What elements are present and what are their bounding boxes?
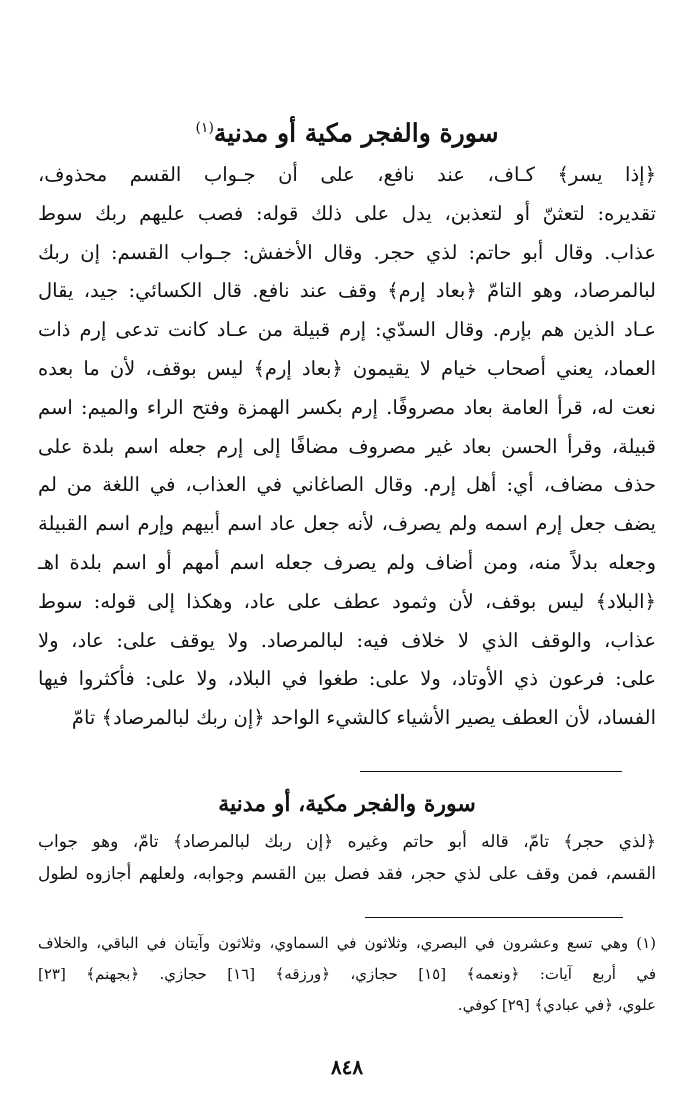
footnotes [38, 928, 656, 1021]
main-line: حذف مضاف، أي: أهل إرم. وقال الصاغاني في العذاب، في اللغة من لم [38, 473, 656, 497]
subsection-title: سورة والفجر مكية، أو مدنية [218, 791, 476, 817]
footnote-line: في أربع آيات: ﴿ونعمه﴾ [١٥] حجازي، ﴿ورزقه﴾ [١٦] حجازي. ﴿بجهنم﴾ [٢٣] [38, 965, 656, 983]
chapter-title-text: سورة والفجر مكية أو مدنية [213, 118, 499, 148]
main-line: نعت له، قرأ العامة بعاد مصروفًا. إرم بكسر الهمزة وفتح الراء والميم: اسم [38, 395, 656, 419]
main-line: العماد، يعني أصحاب خيام لا يقيمون ﴿بعاد إرم﴾ ليس بوقف، لأن ما بعده [38, 356, 656, 380]
section-divider [360, 771, 622, 772]
subsection-line: القسم، فمن وقف على لذي حجر، فقد فصل بين القسم وجوابه، ولعلهم أجازوه لطول [38, 864, 656, 884]
footnote-reference: (١) [195, 120, 214, 136]
main-line: على: فرعون ذي الأوتاد، ولا على: طغوا في البلاد، ولا على: فأكثروا فيها [38, 667, 656, 691]
main-line: الفساد، لأن العطف يصير الأشياء كالشيء الواحد ﴿إن ربك لبالمرصاد﴾ تامّ [71, 706, 656, 730]
main-line: وجعله بدلاً منه، ومن أضاف ولم يصرف جعله اسم أمهم أو اسم بلدة اهـ [38, 550, 656, 574]
footnote-line: علوي، ﴿في عبادي﴾ [٢٩] كوفي. [457, 996, 656, 1014]
main-line: يضف جعل إرم اسمه ولم يصرف، لأنه جعل عاد اسم أبيهم وإرم اسم القبيلة [38, 512, 656, 536]
main-line: ﴿البلاد﴾ ليس بوقف، لأن وثمود عطف على عاد، وهكذا إلى قوله: سوط [38, 589, 656, 613]
page-number: ٨٤٨ [330, 1055, 364, 1079]
main-line: ﴿إذا يسر﴾ كـاف، عند نافع، على أن جـواب القسم محذوف، [38, 163, 656, 186]
chapter-title [0, 108, 694, 153]
main-text [38, 156, 656, 738]
subsection-line: ﴿لذي حجر﴾ تامّ، قاله أبو حاتم وغيره ﴿إن ربك لبالمرصاد﴾ تامّ، وهو جواب [38, 832, 656, 852]
main-line: لبالمرصاد، وهو التامّ ﴿بعاد إرم﴾ وقف عند نافع. قال الكسائي: جيد، يقال [38, 279, 656, 303]
main-line: تقديره: لتعثنّ أو لتعذبن، يدل على ذلك قوله: فصب عليهم ربك سوط [38, 201, 656, 225]
subsection-text [38, 826, 656, 890]
main-line: قبيلة، وقرأ الحسن بعاد غير مصروف مضافًا إلى إرم جعله اسم بلدة على [38, 434, 656, 458]
main-line: عذاب. وقال أبو حاتم: لذي حجر. وقال الأخفش: جـواب القسم: إن ربك [38, 240, 656, 264]
main-line: عـاد الذين هم بإرم. وقال السدّي: إرم قبيلة من عـاد كانت تدعى إرم ذات [38, 318, 656, 342]
footnote-divider [365, 917, 623, 918]
main-line: عذاب، والوقف الذي لا خلاف فيه: لبالمرصاد. ولا يوقف على: عاد، ولا [38, 628, 656, 652]
footnote-line: (١) وهي تسع وعشرون في البصري، وثلاثون في السماوي، وثلاثون وآيتان في الباقي، والخلاف [38, 934, 656, 952]
